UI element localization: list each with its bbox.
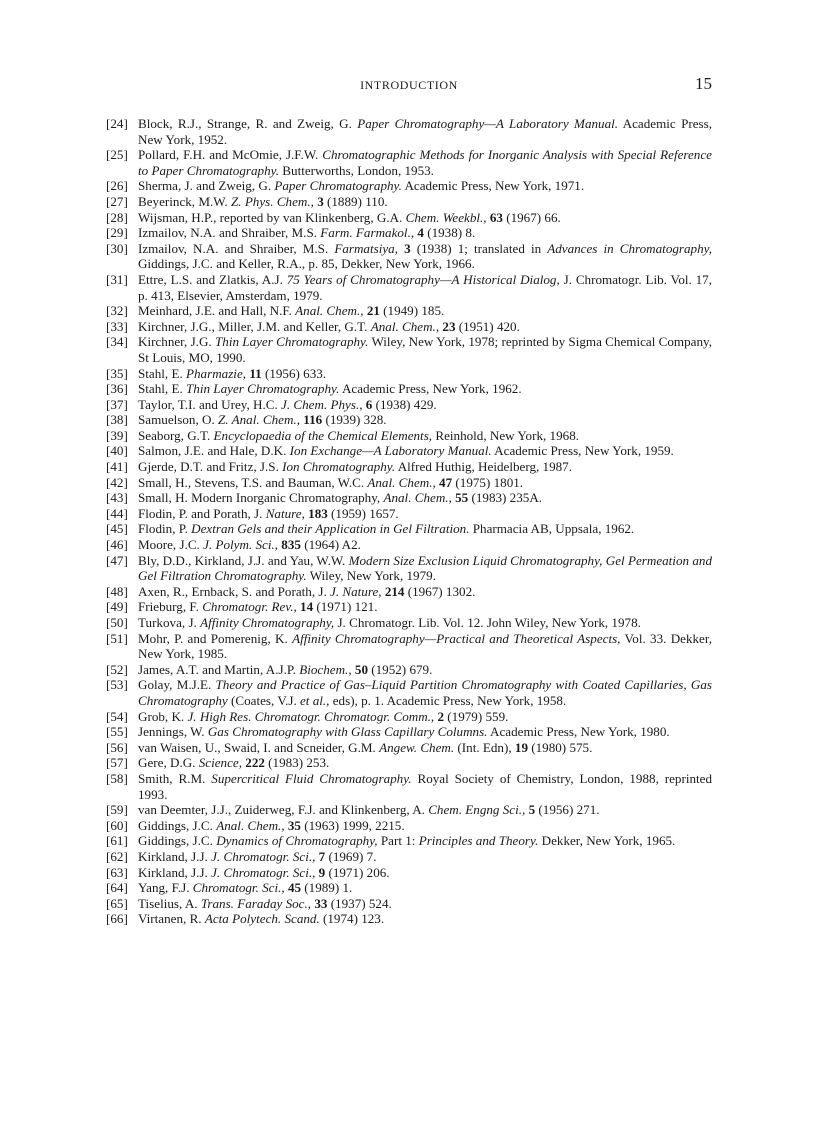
reference-italic-text: Chem. Weekbl., (405, 209, 487, 225)
reference-text: (1949) 185. (379, 303, 445, 319)
reference-volume: 4 (417, 225, 424, 241)
reference-text: Izmailov, N.A. and Shraiber, M.S. (138, 225, 321, 241)
reference-text: (1956) 633. (261, 365, 327, 381)
reference-italic-text: 75 Years of Chromatography—A Historical Dialog, (286, 271, 560, 287)
reference-item (106, 194, 712, 210)
reference-italic-text: J. Nature, (330, 583, 382, 599)
reference-item (106, 615, 712, 631)
reference-italic-text: Z. Anal. Chem., (218, 412, 300, 428)
reference-text: Giddings, J.C. and Keller, R.A., p. 85, Dekker, New York, 1966. (138, 256, 475, 272)
reference-number: [61] (106, 833, 128, 849)
reference-italic-text: J. Polym. Sci., (203, 537, 279, 553)
reference-text: (Coates, V.J. (227, 692, 300, 708)
reference-text: (1937) 524. (327, 895, 392, 911)
reference-number: [46] (106, 537, 128, 553)
reference-item (106, 802, 712, 818)
reference-number: [38] (106, 412, 128, 428)
reference-text: Seaborg, G.T. (138, 427, 214, 443)
reference-text: Kirkland, J.J. (138, 848, 212, 864)
reference-text: Royal Society of Chemistry, London, 1988, reprinted 1993. (138, 770, 712, 802)
reference-item (106, 490, 712, 506)
reference-item (106, 303, 712, 319)
reference-text: van Waisen, U., Swaid, I. and Scneider, G.M. (138, 739, 380, 755)
reference-number: [35] (106, 365, 128, 381)
reference-number: [43] (106, 490, 128, 506)
reference-item (106, 911, 712, 927)
reference-number: [24] (106, 116, 128, 131)
reference-number: [57] (106, 755, 128, 771)
reference-number: [27] (106, 193, 128, 209)
reference-item (106, 443, 712, 459)
reference-italic-text: Chromatogr. Sci., (192, 880, 285, 896)
reference-number: [55] (106, 724, 128, 740)
reference-number: [40] (106, 443, 128, 459)
reference-text: Izmailov, N.A. and Shraiber, M.S. (138, 240, 335, 256)
reference-number: [44] (106, 505, 128, 521)
reference-italic-text: Ion Chromatography. (282, 459, 396, 475)
reference-italic-text: Anal. Chem., (367, 474, 436, 490)
reference-item (106, 880, 712, 896)
reference-item (106, 210, 712, 226)
reference-volume: 3 (317, 193, 324, 209)
reference-item (106, 116, 712, 147)
reference-text: (1889) 110. (323, 193, 388, 209)
reference-number: [26] (106, 178, 128, 194)
reference-text: Moore, J.C. (138, 537, 204, 553)
reference-text: (1964) A2. (300, 537, 361, 553)
reference-number: [34] (106, 334, 128, 350)
reference-volume: 222 (245, 755, 265, 771)
reference-volume: 7 (318, 848, 326, 864)
reference-text: Jennings, W. (138, 724, 208, 740)
reference-volume: 6 (365, 396, 373, 412)
reference-text: (1971) 206. (325, 864, 390, 880)
reference-italic-text: Angew. Chem. (379, 739, 455, 755)
reference-volume: 23 (442, 318, 456, 334)
reference-text: Giddings, J.C. (138, 817, 217, 833)
reference-item (106, 241, 712, 272)
reference-item (106, 178, 712, 194)
reference-italic-text: Acta Polytech. Scand. (204, 911, 320, 927)
reference-italic-text: Dynamics of Chromatography, (216, 833, 378, 849)
reference-number: [65] (106, 895, 128, 911)
reference-number: [58] (106, 770, 128, 786)
reference-text: Turkova, J. (138, 615, 201, 630)
reference-text: Ettre, L.S. and Zlatkis, A.J. (138, 271, 287, 287)
reference-volume: 2 (437, 708, 445, 724)
reference-text: Gjerde, D.T. and Fritz, J.S. (138, 459, 283, 475)
reference-number: [49] (106, 599, 128, 615)
reference-italic-text: et al., (300, 692, 330, 708)
reference-italic-text: Anal. Chem., (216, 817, 285, 833)
reference-volume: 50 (354, 661, 368, 677)
reference-number: [45] (106, 521, 128, 537)
reference-item (106, 865, 712, 881)
reference-italic-text: J. Chromatogr. Sci., (211, 848, 316, 864)
reference-volume: 835 (281, 537, 301, 553)
reference-italic-text: Z. Phys. Chem., (230, 193, 314, 209)
reference-volume: 33 (314, 895, 328, 911)
reference-text: Golay, M.J.E. (138, 677, 216, 693)
reference-volume: 5 (528, 802, 536, 818)
reference-text: Yang, F.J. (138, 880, 193, 896)
reference-item (106, 553, 712, 584)
reference-italic-text: Science, (198, 755, 242, 771)
reference-text: Flodin, P. (138, 521, 192, 537)
reference-text: Kirchner, J.G. (138, 334, 215, 350)
reference-number: [32] (106, 303, 128, 319)
reference-item (106, 428, 712, 444)
reference-number: [59] (106, 802, 128, 818)
reference-text: Flodin, P. and Porath, J. (138, 505, 266, 521)
reference-text: Mohr, P. and Pomerenig, K. (138, 630, 293, 646)
reference-item (106, 724, 712, 740)
reference-item (106, 677, 712, 708)
reference-text: Meinhard, J.E. and Hall, N.F. (138, 303, 296, 319)
reference-text: Axen, R., Ernback, S. and Porath, J. (138, 583, 331, 599)
reference-text: Grob, K. (138, 708, 188, 724)
reference-number: [31] (106, 271, 128, 287)
reference-text: (1951) 420. (455, 318, 520, 334)
reference-text: (1938) 1; translated in (410, 240, 548, 256)
reference-text: Dekker, New York, 1965. (538, 833, 676, 849)
reference-italic-text: Paper Chromatography. (274, 178, 402, 194)
reference-number: [52] (106, 661, 128, 677)
reference-item (106, 896, 712, 912)
reference-text: (1975) 1801. (452, 474, 524, 490)
reference-text: Stahl, E. (138, 381, 187, 397)
reference-text: Virtanen, R. (138, 911, 205, 927)
reference-volume: 3 (404, 240, 411, 256)
reference-number: [25] (106, 147, 128, 163)
reference-text: Kirchner, J.G., Miller, J.M. and Keller, G.T. (138, 318, 371, 334)
reference-volume: 19 (514, 739, 528, 755)
reference-number: [29] (106, 225, 128, 241)
reference-number: [30] (106, 240, 128, 256)
reference-text: Academic Press, New York, 1971. (401, 178, 585, 194)
reference-text: Taylor, T.I. and Urey, H.C. (138, 396, 282, 412)
reference-italic-text: Affinity Chromatography—Practical and Theoretical Aspects, (292, 630, 621, 646)
reference-text: eds), p. 1. Academic Press, New York, 1958. (329, 692, 567, 708)
reference-italic-text: Anal. Chem., (295, 303, 364, 319)
reference-item (106, 521, 712, 537)
reference-text: Alfred Huthig, Heidelberg, 1987. (395, 459, 572, 475)
reference-text: Academic Press, New York, 1959. (491, 443, 674, 459)
reference-text: Academic Press, New York, 1962. (339, 381, 522, 397)
reference-item (106, 272, 712, 303)
reference-text: J. Chromatogr. Lib. Vol. 12. John Wiley, New York, 1978. (334, 615, 641, 630)
reference-italic-text: Chromatogr. Rev., (202, 599, 297, 615)
reference-item (106, 818, 712, 834)
reference-text: Part 1: (377, 833, 419, 849)
reference-number: [53] (106, 677, 128, 693)
reference-text: van Deemter, J.J., Zuiderweg, F.J. and Klinkenberg, A. (138, 802, 429, 818)
reference-text: (1980) 575. (527, 739, 593, 755)
reference-volume: 11 (249, 365, 262, 381)
reference-italic-text: Trans. Faraday Soc., (200, 895, 312, 911)
reference-text: Samuelson, O. (138, 412, 219, 428)
reference-italic-text: Biochem., (299, 661, 352, 677)
reference-item (106, 475, 712, 491)
reference-number: [48] (106, 583, 128, 599)
reference-volume: 14 (300, 599, 314, 615)
reference-item (106, 412, 712, 428)
reference-number: [36] (106, 381, 128, 397)
reference-number: [28] (106, 209, 128, 225)
reference-number: [54] (106, 708, 128, 724)
reference-text: (Int. Edn), (454, 739, 515, 755)
reference-item (106, 147, 712, 178)
reference-text: Pharmacia AB, Uppsala, 1962. (469, 521, 635, 537)
reference-text: Gere, D.G. (138, 755, 199, 771)
reference-number: [63] (106, 864, 128, 880)
reference-number: [33] (106, 318, 128, 334)
reference-italic-text: Supercritical Fluid Chromatography. (211, 770, 412, 786)
reference-text: Academic Press, New York, 1980. (487, 724, 670, 740)
reference-item (106, 319, 712, 335)
reference-list (106, 116, 712, 927)
reference-text: James, A.T. and Martin, A.J.P. (138, 661, 300, 677)
reference-volume: 55 (455, 490, 469, 506)
reference-text: Bly, D.D., Kirkland, J.J. and Yau, W.W. (138, 552, 349, 568)
reference-text: (1938) 8. (423, 225, 476, 241)
reference-number: [41] (106, 459, 128, 475)
reference-italic-text: Thin Layer Chromatography. (214, 334, 369, 350)
reference-text: (1959) 1657. (327, 505, 399, 521)
reference-italic-text: Principles and Theory. (418, 833, 539, 849)
reference-item (106, 381, 712, 397)
reference-number: [56] (106, 739, 128, 755)
reference-text: Reinhold, New York, 1968. (432, 427, 580, 443)
reference-italic-text: Pharmazie, (186, 365, 247, 381)
reference-text: (1983) 253. (264, 755, 330, 771)
reference-number: [47] (106, 552, 128, 568)
reference-text: (1974) 123. (319, 911, 385, 927)
reference-italic-text: Chem. Engng Sci., (428, 802, 526, 818)
reference-text: Wijsman, H.P., reported by van Klinkenberg, G.A. (138, 209, 406, 225)
reference-italic-text: Anal. Chem., (383, 490, 452, 506)
reference-text: Pollard, F.H. and McOmie, J.F.W. (138, 147, 323, 163)
reference-text: Beyerinck, M.W. (138, 193, 231, 209)
reference-item (106, 709, 712, 725)
reference-text: Sherma, J. and Zweig, G. (138, 178, 275, 194)
reference-number: [62] (106, 848, 128, 864)
reference-volume: 47 (439, 474, 453, 490)
reference-text: Small, H. Modern Inorganic Chromatography, (138, 490, 384, 506)
reference-volume: 45 (287, 880, 302, 896)
reference-text: (1956) 271. (535, 802, 600, 818)
reference-item (106, 459, 712, 475)
reference-text: Smith, R.M. (138, 770, 212, 786)
reference-text: (1963) 1999, 2215. (300, 817, 405, 833)
reference-item (106, 849, 712, 865)
reference-text: Frieburg, F. (138, 599, 203, 615)
reference-volume: 116 (303, 412, 323, 428)
reference-italic-text: J. Chem. Phys., (281, 396, 363, 412)
reference-text: Butterworths, London, 1953. (279, 162, 434, 178)
reference-item (106, 584, 712, 600)
reference-text: Academic Press, New York, 1952. (138, 116, 712, 147)
reference-item (106, 662, 712, 678)
reference-volume: 21 (366, 303, 380, 319)
reference-italic-text: Modern Size Exclusion Liquid Chromatography, Gel Permeation and Gel Filtration Chromatography. (138, 552, 712, 584)
reference-item (106, 506, 712, 522)
reference-text: Vol. 33. Dekker, New York, 1985. (138, 630, 712, 662)
reference-text: (1969) 7. (325, 848, 377, 864)
reference-item (106, 225, 712, 241)
reference-text: Stahl, E. (138, 365, 187, 381)
reference-text: (1983) 235A. (468, 490, 543, 506)
reference-text: (1967) 66. (502, 209, 561, 225)
reference-text: Salmon, J.E. and Hale, D.K. (138, 443, 290, 459)
reference-text: (1971) 121. (313, 599, 378, 615)
reference-italic-text: Farm. Farmakol., (320, 225, 415, 241)
reference-text: Wiley, New York, 1979. (306, 568, 436, 584)
reference-item (106, 537, 712, 553)
reference-italic-text: J. High Res. Chromatogr. Chromatogr. Comm., (187, 708, 435, 724)
reference-italic-text: Affinity Chromatography, (200, 615, 335, 630)
reference-text: (1938) 429. (372, 396, 437, 412)
reference-item (106, 397, 712, 413)
reference-number: [60] (106, 817, 128, 833)
reference-volume: 9 (318, 864, 326, 880)
reference-item (106, 771, 712, 802)
reference-text: (1989) 1. (301, 880, 353, 896)
reference-volume: 35 (287, 817, 301, 833)
reference-italic-text: J. Chromatogr. Sci., (211, 864, 316, 880)
reference-text: (1952) 679. (367, 661, 433, 677)
reference-italic-text: Encyclopaedia of the Chemical Elements, (213, 427, 433, 443)
chapter-title: INTRODUCTION (360, 78, 458, 92)
reference-volume: 214 (384, 583, 405, 599)
reference-item (106, 631, 712, 662)
reference-italic-text: Dextran Gels and their Application in Gel Filtration. (191, 521, 470, 537)
reference-text: J. Chromatogr. Lib. Vol. 17, p. 413, Elsevier, Amsterdam, 1979. (138, 271, 712, 303)
reference-number: [51] (106, 630, 128, 646)
reference-item (106, 334, 712, 365)
reference-item (106, 833, 712, 849)
reference-item (106, 755, 712, 771)
reference-text: Kirkland, J.J. (138, 864, 212, 880)
reference-volume: 183 (308, 505, 328, 521)
reference-italic-text: Anal. Chem., (370, 318, 440, 334)
reference-text: (1939) 328. (322, 412, 387, 428)
page-number: 15 (695, 74, 712, 93)
reference-text: (1967) 1302. (404, 583, 476, 599)
reference-italic-text: Chromatographic Methods for Inorganic Analysis with Special Reference to Paper Chromatography. (138, 147, 712, 178)
reference-italic-text: Theory and Practice of Gas–Liquid Partition Chromatography with Coated Capillaries, Gas Chromatography (138, 677, 712, 708)
reference-text: Giddings, J.C. (138, 833, 217, 849)
reference-italic-text: Paper Chromatography—A Laboratory Manual. (357, 116, 619, 131)
reference-text: Wiley, New York, 1978; reprinted by Sigma Chemical Company, St Louis, MO, 1990. (138, 334, 712, 365)
reference-italic-text: Gas Chromatography with Glass Capillary Columns. (207, 724, 488, 740)
reference-item (106, 366, 712, 382)
reference-number: [42] (106, 474, 128, 490)
reference-text: Tiselius, A. (138, 895, 201, 911)
reference-item (106, 599, 712, 615)
reference-italic-text: Thin Layer Chromatography. (186, 381, 340, 397)
reference-number: [66] (106, 911, 128, 927)
reference-number: [50] (106, 615, 128, 630)
reference-italic-text: Advances in Chromatography, (547, 240, 713, 256)
reference-volume: 63 (489, 209, 503, 225)
reference-text: Small, H., Stevens, T.S. and Bauman, W.C. (138, 474, 368, 490)
reference-italic-text: Ion Exchange—A Laboratory Manual. (289, 443, 492, 459)
reference-text: (1979) 559. (444, 708, 509, 724)
reference-italic-text: Farmatsiya, (334, 240, 398, 256)
reference-text: Block, R.J., Strange, R. and Zweig, G. (138, 116, 358, 131)
reference-number: [64] (106, 880, 128, 896)
reference-number: [37] (106, 396, 128, 412)
reference-italic-text: Nature, (265, 505, 305, 521)
reference-item (106, 740, 712, 756)
running-head (106, 74, 712, 96)
reference-number: [39] (106, 427, 128, 443)
